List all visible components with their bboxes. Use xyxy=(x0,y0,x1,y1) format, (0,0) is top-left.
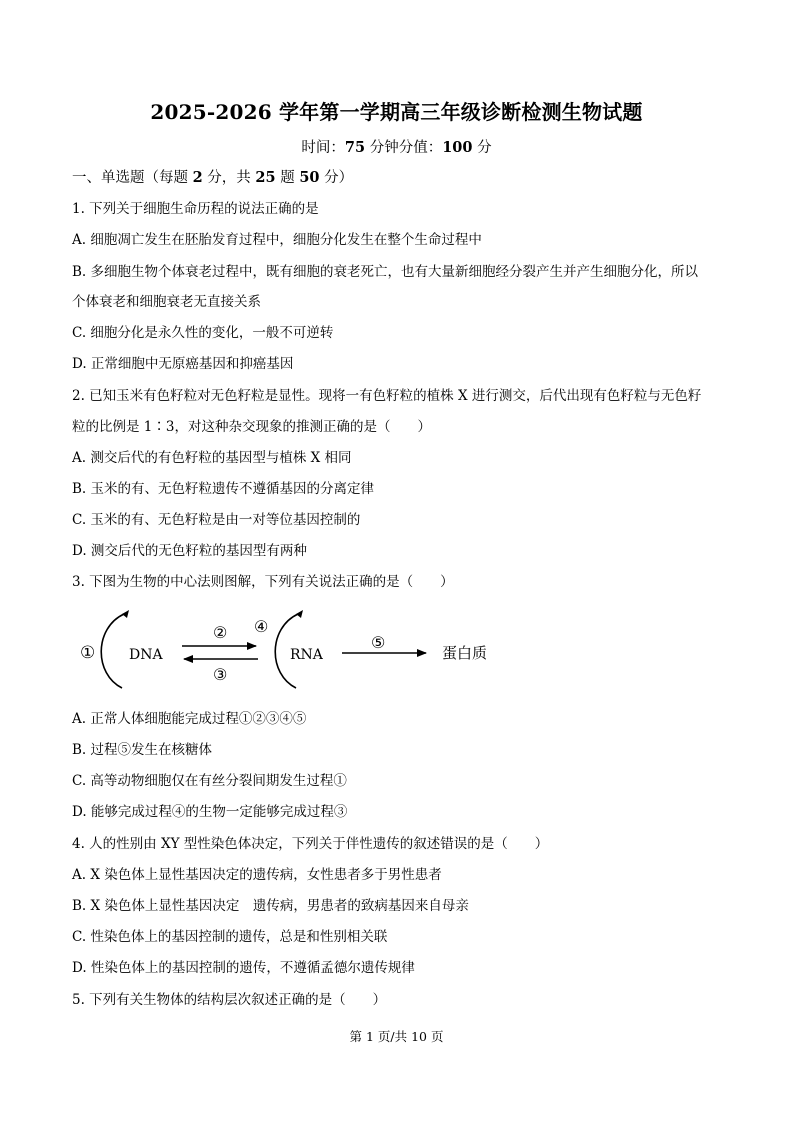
score-unit: 分 xyxy=(472,140,492,156)
question-3-option-d: D. 能够完成过程④的生物一定能够完成过程③ xyxy=(72,804,348,820)
question-4-option-a: A. X 染色体上显性基因决定的遗传病，女性患者多于男性患者 xyxy=(72,867,442,883)
rna-replication-arrowhead xyxy=(296,610,303,618)
question-2-stem-line2: 粒的比例是 1∶3，对这种杂交现象的推测正确的是（ ） xyxy=(72,419,431,435)
question-3-stem: 3. 下图为生物的中心法则图解，下列有关说法正确的是（ ） xyxy=(72,574,454,590)
page-title: 2025-2026 学年第一学期高三年级诊断检测生物试题 xyxy=(150,100,643,124)
question-2-option-a: A. 测交后代的有色籽粒的基因型与植株 X 相同 xyxy=(72,450,352,466)
time-value: 75 xyxy=(344,139,366,156)
question-3-option-c: C. 高等动物细胞仅在有丝分裂间期发生过程① xyxy=(72,773,347,789)
question-2-option-c: C. 玉米的有、无色籽粒是由一对等位基因控制的 xyxy=(72,512,361,528)
label-process-5: ⑤ xyxy=(371,633,386,652)
question-2-stem-line1: 2. 已知玉米有色籽粒对无色籽粒是显性。现将一有色籽粒的植株 X 进行测交，后代出现有色籽粒与无色籽 xyxy=(72,388,702,404)
question-1-stem: 1. 下列关于细胞生命历程的说法正确的是 xyxy=(72,201,319,217)
question-2-option-d: D. 测交后代的无色籽粒的基因型有两种 xyxy=(72,543,307,559)
question-4-option-b: B. X 染色体上显性基因决定 遗传病，男患者的致病基因来自母亲 xyxy=(72,898,469,914)
question-1-option-b-line1: B. 多细胞生物个体衰老过程中，既有细胞的衰老死亡，也有大量新细胞经分裂产生并产生细胞分化，所以 xyxy=(72,264,699,280)
question-3-option-b: B. 过程⑤发生在核糖体 xyxy=(72,742,213,758)
replication-dna-arrowhead xyxy=(122,610,129,618)
question-4-option-c: C. 性染色体上的基因控制的遗传，总是和性别相关联 xyxy=(72,929,388,945)
label-process-2: ② xyxy=(213,623,228,642)
page-footer: 第 1 页/共 10 页 xyxy=(349,1029,444,1044)
question-2-option-b: B. 玉米的有、无色籽粒遗传不遵循基因的分离定律 xyxy=(72,481,375,497)
time-unit: 分钟分值： xyxy=(365,140,443,156)
label-process-3: ③ xyxy=(213,665,228,684)
question-3-option-a: A. 正常人体细胞能完成过程①②③④⑤ xyxy=(72,711,307,727)
section-heading: 一、单选题（每题 2 分，共 25 题 50 分） xyxy=(72,169,354,186)
question-4-option-d: D. 性染色体上的基因控制的遗传，不遵循孟德尔遗传规律 xyxy=(72,960,415,976)
label-process-4: ④ xyxy=(254,617,269,636)
exam-subtitle xyxy=(0,136,793,157)
question-1-option-a: A. 细胞凋亡发生在胚胎发育过程中，细胞分化发生在整个生命过程中 xyxy=(72,232,482,248)
label-rna: RNA xyxy=(290,647,323,663)
label-protein: 蛋白质 xyxy=(442,644,488,662)
question-1-option-b-line2: 个体衰老和细胞衰老无直接关系 xyxy=(72,294,261,310)
question-4-stem: 4. 人的性别由 XY 型性染色体决定，下列关于伴性遗传的叙述错误的是（ ） xyxy=(72,836,549,852)
question-1-option-d: D. 正常细胞中无原癌基因和抑癌基因 xyxy=(72,356,294,372)
question-1-option-c: C. 细胞分化是永久性的变化，一般不可逆转 xyxy=(72,325,334,341)
label-dna: DNA xyxy=(129,647,163,663)
label-process-1: ① xyxy=(80,643,96,663)
score-value: 100 xyxy=(442,139,473,156)
replication-dna-arc xyxy=(101,614,124,688)
question-5-stem: 5. 下列有关生物体的结构层次叙述正确的是（ ） xyxy=(72,992,387,1008)
time-label: 时间： xyxy=(301,140,345,156)
central-dogma-diagram xyxy=(72,604,552,704)
